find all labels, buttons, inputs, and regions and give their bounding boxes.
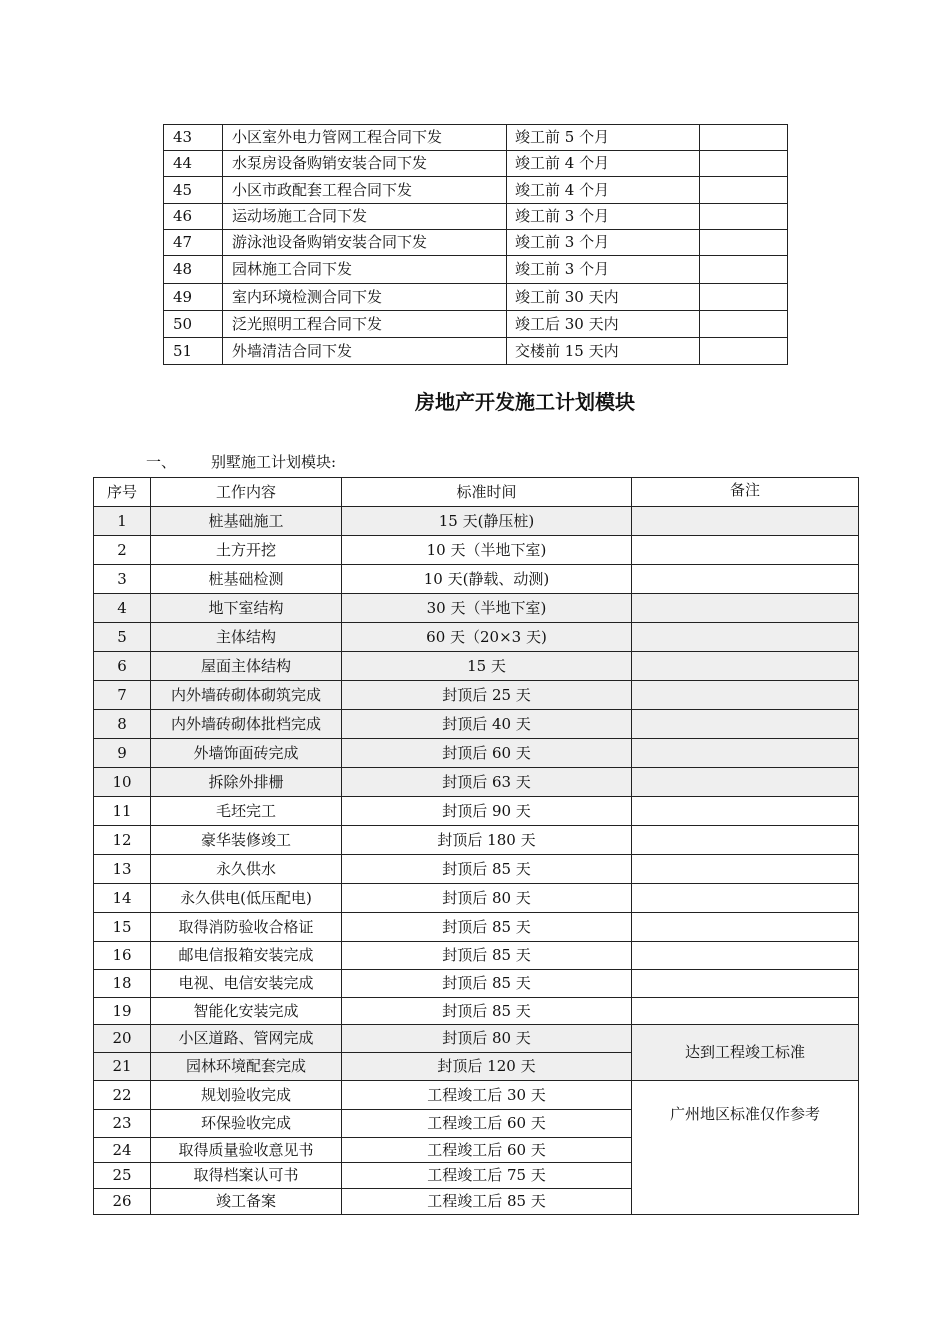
row-note <box>700 177 788 204</box>
row-time: 竣工前 4 个月 <box>507 177 700 204</box>
row-time: 30 天（半地下室) <box>342 594 632 623</box>
row-number: 46 <box>164 204 223 230</box>
table-row <box>94 623 859 652</box>
row-note <box>632 565 859 594</box>
row-number: 15 <box>94 913 151 942</box>
row-item: 外墙清洁合同下发 <box>223 338 507 365</box>
row-note <box>632 652 859 681</box>
row-number: 51 <box>164 338 223 365</box>
row-item: 小区室外电力管网工程合同下发 <box>223 125 507 151</box>
row-content: 电视、电信安装完成 <box>151 970 342 998</box>
row-number: 20 <box>94 1025 151 1053</box>
row-note <box>700 311 788 338</box>
row-item: 园林施工合同下发 <box>223 256 507 284</box>
header-note: 备注 <box>632 478 859 507</box>
note-guangzhou-reference: 广州地区标准仅作参考 <box>632 1081 859 1215</box>
row-content: 豪华装修竣工 <box>151 826 342 855</box>
row-note <box>632 913 859 942</box>
row-item: 运动场施工合同下发 <box>223 204 507 230</box>
table-row <box>94 681 859 710</box>
row-number: 21 <box>94 1053 151 1081</box>
row-time: 竣工前 30 天内 <box>507 284 700 311</box>
row-item: 水泵房设备购销安装合同下发 <box>223 151 507 177</box>
row-number: 8 <box>94 710 151 739</box>
row-note <box>632 942 859 970</box>
row-number: 19 <box>94 998 151 1025</box>
table-row <box>94 565 859 594</box>
table-row <box>94 913 859 942</box>
row-content: 邮电信报箱安装完成 <box>151 942 342 970</box>
row-content: 小区道路、管网完成 <box>151 1025 342 1053</box>
table-row <box>164 256 788 284</box>
row-time: 封顶后 40 天 <box>342 710 632 739</box>
row-note <box>700 151 788 177</box>
row-time: 封顶后 85 天 <box>342 855 632 884</box>
row-item: 游泳池设备购销安装合同下发 <box>223 230 507 256</box>
row-time: 竣工前 3 个月 <box>507 230 700 256</box>
row-number: 23 <box>94 1110 151 1138</box>
row-number: 25 <box>94 1163 151 1189</box>
row-time: 竣工前 5 个月 <box>507 125 700 151</box>
row-note <box>632 797 859 826</box>
row-number: 4 <box>94 594 151 623</box>
row-number: 10 <box>94 768 151 797</box>
table-row <box>164 125 788 151</box>
row-time: 封顶后 85 天 <box>342 998 632 1025</box>
row-number: 12 <box>94 826 151 855</box>
row-time: 10 天（半地下室) <box>342 536 632 565</box>
row-time: 15 天(静压桩) <box>342 507 632 536</box>
row-time: 15 天 <box>342 652 632 681</box>
table-row <box>94 797 859 826</box>
row-number: 9 <box>94 739 151 768</box>
table-row <box>94 594 859 623</box>
row-content: 拆除外排栅 <box>151 768 342 797</box>
row-content: 内外墙砖砌体砌筑完成 <box>151 681 342 710</box>
row-time: 工程竣工后 60 天 <box>342 1138 632 1163</box>
row-note <box>632 739 859 768</box>
row-content: 地下室结构 <box>151 594 342 623</box>
row-time: 竣工后 30 天内 <box>507 311 700 338</box>
row-content: 取得消防验收合格证 <box>151 913 342 942</box>
table-row <box>164 177 788 204</box>
row-time: 封顶后 180 天 <box>342 826 632 855</box>
table-row <box>94 1081 859 1110</box>
row-time: 竣工前 3 个月 <box>507 256 700 284</box>
row-content: 永久供水 <box>151 855 342 884</box>
row-content: 内外墙砖砌体批档完成 <box>151 710 342 739</box>
header-no: 序号 <box>94 478 151 507</box>
row-time: 竣工前 4 个月 <box>507 151 700 177</box>
table-row <box>94 884 859 913</box>
row-time: 封顶后 85 天 <box>342 942 632 970</box>
row-content: 智能化安装完成 <box>151 998 342 1025</box>
document-title: 房地产开发施工计划模块 <box>415 390 635 414</box>
row-time: 封顶后 80 天 <box>342 1025 632 1053</box>
row-content: 环保验收完成 <box>151 1110 342 1138</box>
row-note <box>632 681 859 710</box>
table-row <box>94 826 859 855</box>
row-time: 竣工前 3 个月 <box>507 204 700 230</box>
row-note <box>632 623 859 652</box>
section-number: 一、 <box>146 453 177 471</box>
row-time: 工程竣工后 85 天 <box>342 1189 632 1215</box>
table-row <box>164 204 788 230</box>
row-note <box>632 998 859 1025</box>
row-note <box>700 256 788 284</box>
contract-schedule-table <box>163 124 788 365</box>
row-time: 封顶后 85 天 <box>342 970 632 998</box>
row-note <box>700 284 788 311</box>
table-row <box>94 507 859 536</box>
row-number: 43 <box>164 125 223 151</box>
row-number: 11 <box>94 797 151 826</box>
row-number: 24 <box>94 1138 151 1163</box>
row-number: 14 <box>94 884 151 913</box>
row-time: 封顶后 60 天 <box>342 739 632 768</box>
row-time: 10 天(静载、动测) <box>342 565 632 594</box>
row-item: 小区市政配套工程合同下发 <box>223 177 507 204</box>
row-content: 取得质量验收意见书 <box>151 1138 342 1163</box>
row-number: 7 <box>94 681 151 710</box>
row-time: 工程竣工后 30 天 <box>342 1081 632 1110</box>
row-number: 2 <box>94 536 151 565</box>
row-item: 泛光照明工程合同下发 <box>223 311 507 338</box>
row-time: 封顶后 25 天 <box>342 681 632 710</box>
row-content: 永久供电(低压配电) <box>151 884 342 913</box>
row-number: 16 <box>94 942 151 970</box>
row-note <box>632 826 859 855</box>
header-time: 标准时间 <box>342 478 632 507</box>
row-number: 45 <box>164 177 223 204</box>
row-item: 室内环境检测合同下发 <box>223 284 507 311</box>
row-content: 主体结构 <box>151 623 342 652</box>
row-note <box>700 125 788 151</box>
table-row <box>94 652 859 681</box>
row-note <box>632 710 859 739</box>
row-content: 桩基础检测 <box>151 565 342 594</box>
row-number: 18 <box>94 970 151 998</box>
row-number: 26 <box>94 1189 151 1215</box>
table-row <box>94 1025 859 1053</box>
table-row <box>94 942 859 970</box>
row-number: 47 <box>164 230 223 256</box>
table-row <box>164 151 788 177</box>
row-content: 毛坯完工 <box>151 797 342 826</box>
row-note <box>700 230 788 256</box>
row-note <box>632 536 859 565</box>
row-note <box>632 507 859 536</box>
row-number: 50 <box>164 311 223 338</box>
row-note <box>700 204 788 230</box>
row-time: 封顶后 80 天 <box>342 884 632 913</box>
row-content: 园林环境配套完成 <box>151 1053 342 1081</box>
row-note <box>632 855 859 884</box>
row-content: 规划验收完成 <box>151 1081 342 1110</box>
row-note <box>632 594 859 623</box>
row-time: 封顶后 120 天 <box>342 1053 632 1081</box>
row-number: 3 <box>94 565 151 594</box>
note-completion-standard: 达到工程竣工标准 <box>632 1025 859 1081</box>
table-header-row <box>94 478 859 507</box>
villa-construction-plan-table <box>93 477 859 1215</box>
row-number: 44 <box>164 151 223 177</box>
row-time: 封顶后 63 天 <box>342 768 632 797</box>
row-content: 屋面主体结构 <box>151 652 342 681</box>
row-note <box>632 970 859 998</box>
row-content: 取得档案认可书 <box>151 1163 342 1189</box>
row-number: 49 <box>164 284 223 311</box>
row-time: 60 天（20×3 天) <box>342 623 632 652</box>
table-row <box>164 284 788 311</box>
row-number: 48 <box>164 256 223 284</box>
table-row <box>94 768 859 797</box>
row-note <box>632 768 859 797</box>
row-number: 22 <box>94 1081 151 1110</box>
table-row <box>94 970 859 998</box>
header-content: 工作内容 <box>151 478 342 507</box>
table-row <box>94 710 859 739</box>
table-row <box>164 311 788 338</box>
row-content: 竣工备案 <box>151 1189 342 1215</box>
row-content: 土方开挖 <box>151 536 342 565</box>
row-time: 工程竣工后 60 天 <box>342 1110 632 1138</box>
row-time: 封顶后 85 天 <box>342 913 632 942</box>
row-number: 13 <box>94 855 151 884</box>
table-row <box>94 855 859 884</box>
row-time: 工程竣工后 75 天 <box>342 1163 632 1189</box>
table-row <box>94 739 859 768</box>
row-number: 5 <box>94 623 151 652</box>
row-number: 1 <box>94 507 151 536</box>
table-row <box>164 230 788 256</box>
row-note <box>700 338 788 365</box>
row-content: 桩基础施工 <box>151 507 342 536</box>
row-content: 外墙饰面砖完成 <box>151 739 342 768</box>
row-time: 交楼前 15 天内 <box>507 338 700 365</box>
section-title: 别墅施工计划模块: <box>211 453 337 471</box>
table-row <box>164 338 788 365</box>
row-number: 6 <box>94 652 151 681</box>
table-row <box>94 998 859 1025</box>
table-row <box>94 536 859 565</box>
row-note <box>632 884 859 913</box>
row-time: 封顶后 90 天 <box>342 797 632 826</box>
